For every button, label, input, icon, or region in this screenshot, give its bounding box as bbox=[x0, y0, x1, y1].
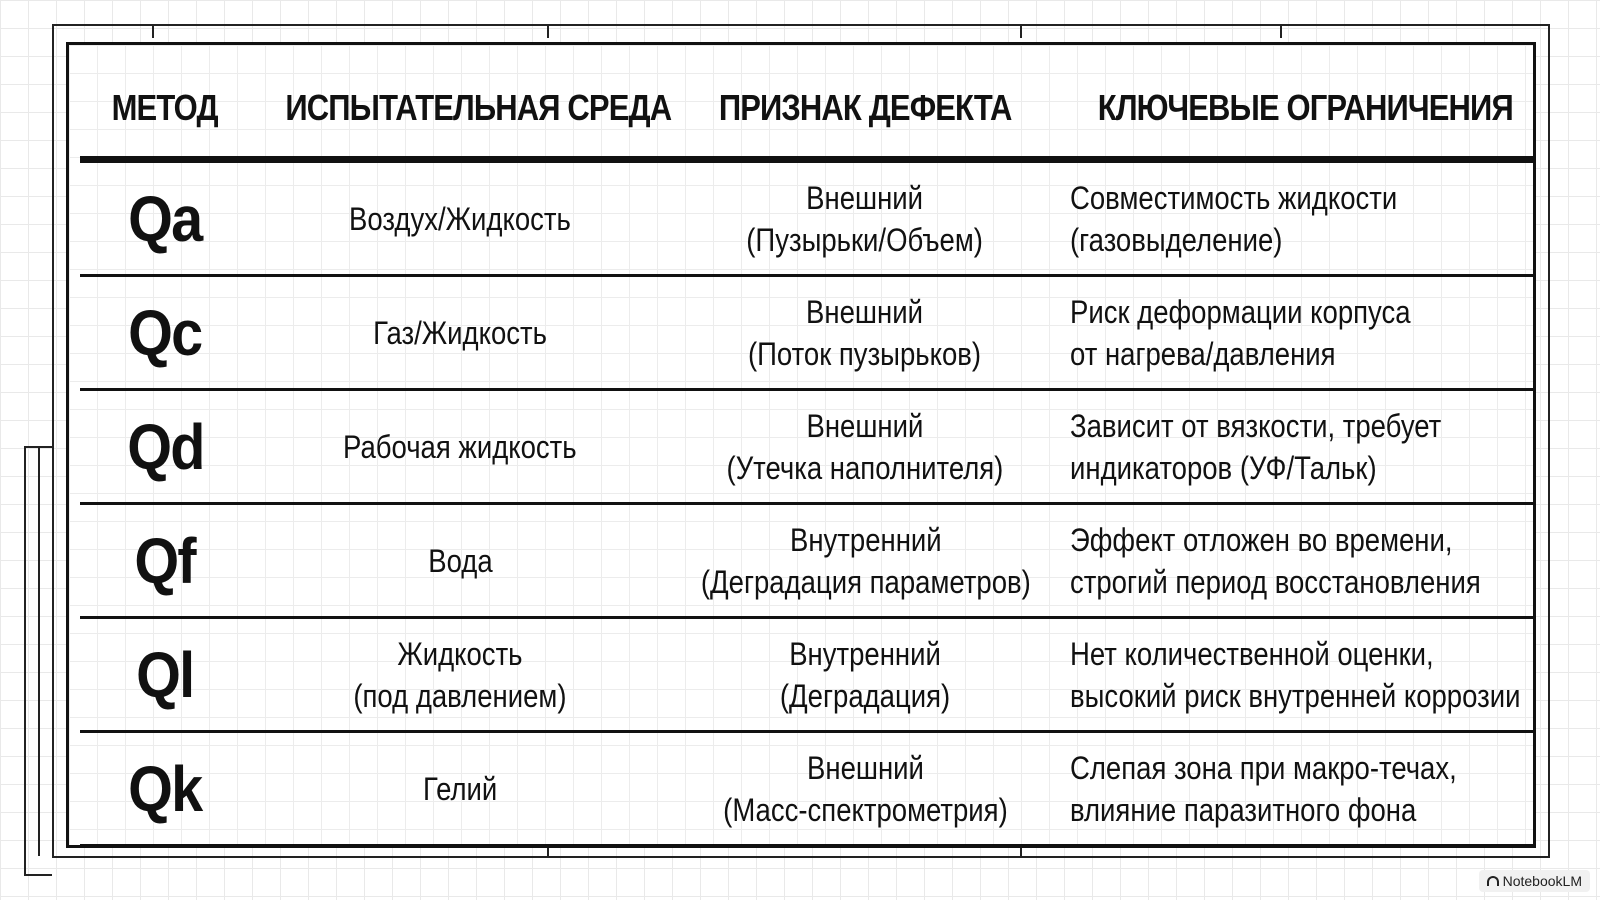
sign-cell: Внешний (Пузырьки/Объем) bbox=[670, 160, 1060, 276]
limits-cell: Слепая зона при макро-течах, влияние паразитного фона bbox=[1060, 732, 1534, 846]
limits-cell: Риск деформации корпуса от нагрева/давления bbox=[1060, 276, 1534, 390]
medium-cell: Газ/Жидкость bbox=[250, 276, 670, 390]
table-row bbox=[80, 390, 1534, 504]
notebooklm-badge bbox=[1479, 870, 1590, 892]
table-row bbox=[80, 618, 1534, 732]
sign-cell: Внутренний (Деградация) bbox=[670, 618, 1060, 732]
limits-cell: Совместимость жидкости (газовыделение) bbox=[1060, 160, 1534, 276]
medium-cell: Гелий bbox=[250, 732, 670, 846]
header-method: МЕТОД bbox=[80, 60, 250, 160]
limits-cell: Нет количественной оценки, высокий риск внутренней коррозии bbox=[1060, 618, 1534, 732]
method-cell: Qc bbox=[80, 276, 250, 390]
comparison-table-container bbox=[80, 60, 1534, 847]
frame-tick bbox=[547, 24, 549, 38]
medium-cell: Воздух/Жидкость bbox=[250, 160, 670, 276]
frame-tick bbox=[152, 24, 154, 38]
method-cell: Qf bbox=[80, 504, 250, 618]
frame-tick bbox=[1280, 24, 1282, 38]
sign-cell: Внешний (Утечка наполнителя) bbox=[670, 390, 1060, 504]
medium-cell: Жидкость (под давлением) bbox=[250, 618, 670, 732]
table-row bbox=[80, 732, 1534, 846]
sign-cell: Внешний (Масс-спектрометрия) bbox=[670, 732, 1060, 846]
medium-cell: Рабочая жидкость bbox=[250, 390, 670, 504]
header-key-limitations: КЛЮЧЕВЫЕ ОГРАНИЧЕНИЯ bbox=[1060, 60, 1534, 160]
header-defect-sign: ПРИЗНАК ДЕФЕКТА bbox=[670, 60, 1060, 160]
sign-cell: Внешний (Поток пузырьков) bbox=[670, 276, 1060, 390]
table-header-row bbox=[80, 60, 1534, 160]
left-decoration-inner bbox=[38, 446, 52, 856]
sign-cell: Внутренний (Деградация параметров) bbox=[670, 504, 1060, 618]
method-cell: Qa bbox=[80, 160, 250, 276]
table-row bbox=[80, 504, 1534, 618]
table-row bbox=[80, 276, 1534, 390]
limits-cell: Эффект отложен во времени, строгий период восстановления bbox=[1060, 504, 1534, 618]
notebooklm-logo-icon bbox=[1487, 876, 1499, 886]
table-row bbox=[80, 160, 1534, 276]
medium-cell: Вода bbox=[250, 504, 670, 618]
frame-tick bbox=[1020, 24, 1022, 38]
brand-label: NotebookLM bbox=[1502, 873, 1582, 889]
method-cell: Ql bbox=[80, 618, 250, 732]
method-cell: Qd bbox=[80, 390, 250, 504]
limits-cell: Зависит от вязкости, требует индикаторов (УФ/Тальк) bbox=[1060, 390, 1534, 504]
method-cell: Qk bbox=[80, 732, 250, 846]
header-test-medium: ИСПЫТАТЕЛЬНАЯ СРЕДА bbox=[250, 60, 670, 160]
comparison-table bbox=[80, 60, 1534, 847]
